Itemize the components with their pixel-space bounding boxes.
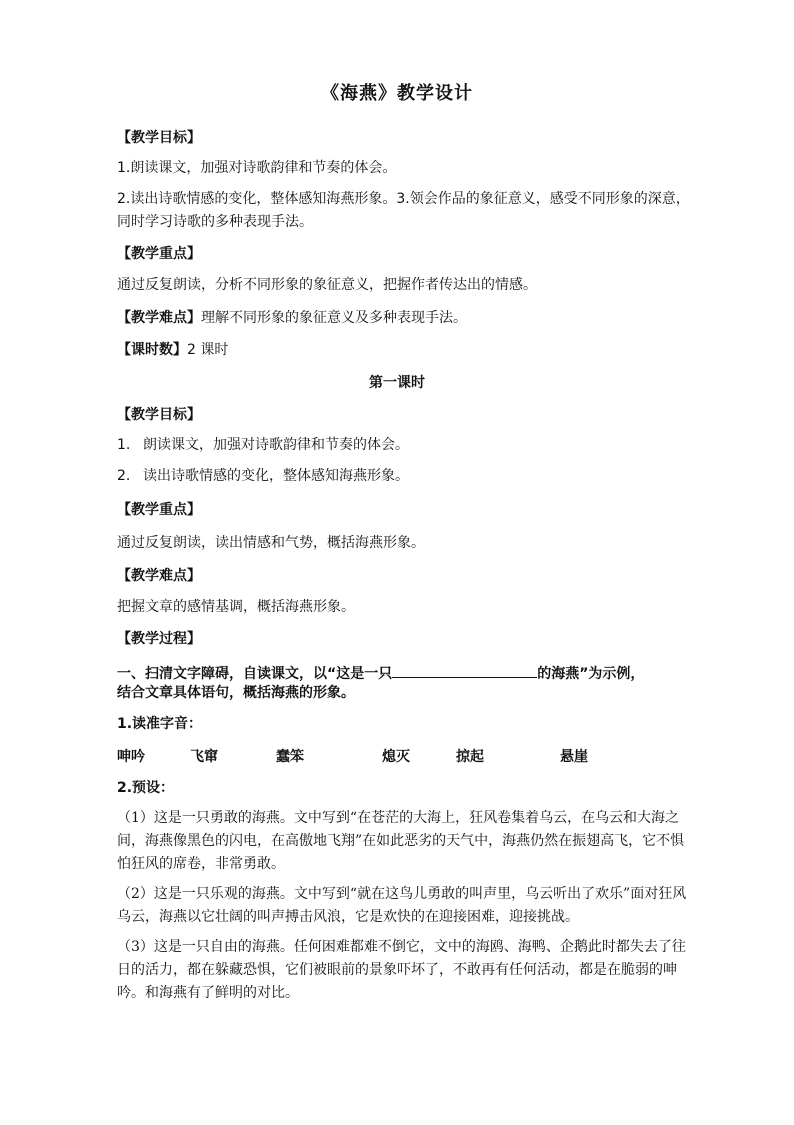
vocab-word: 呻吟 — [117, 749, 145, 765]
preset-paragraph-2: （2）这是一只乐观的海燕。文中写到“就在这鸟儿勇敢的叫声里，乌云听出了欢乐”面对狂风乌云，海燕以它壮阔的叫声搏击风浪，它是欢快的在迎接困难，迎接挑战。 — [117, 886, 687, 925]
vocab-word: 掠起 — [456, 749, 484, 765]
step-1-text-a: 一、扫清文字障碍，自读课文，以“这是一只 — [117, 666, 393, 682]
vocab-word: 熄灭 — [382, 749, 410, 765]
vocab-word: 悬崖 — [560, 749, 588, 765]
vocab-word: 蠢笨 — [276, 749, 304, 765]
goal-2-3-text: 2.读出诗歌情感的变化，整体感知海燕形象。3.领会作品的象征意义，感受不同形象的深意，同时学习诗歌的多种表现手法。 — [117, 191, 690, 230]
goal-number: 2. — [117, 468, 131, 484]
pronounce-heading: 1.读准字音： — [117, 716, 203, 732]
difficulty-text: 理解不同形象的象征意义及多种表现手法。 — [201, 310, 467, 326]
goal-number: 1. — [117, 437, 131, 453]
lesson-1-key-text: 通过反复朗读，读出情感和气势，概括海燕形象。 — [117, 535, 425, 551]
lesson-1-title: 第一课时 — [369, 375, 425, 391]
step-1-line-2: 结合文章具体语句，概括海燕的形象。 — [117, 685, 355, 701]
lesson-1-key-heading: 【教学重点】 — [117, 502, 201, 518]
document-title: 《海燕》教学设计 — [321, 83, 473, 104]
difficulty-heading: 【教学难点】 — [117, 310, 201, 326]
lesson-1-goal-1 — [117, 435, 694, 455]
fill-in-blank — [392, 661, 537, 678]
difficulty-line — [117, 308, 694, 328]
lesson-1-difficulty-text: 把握文章的感情基调，概括海燕形象。 — [117, 599, 355, 615]
lesson-1-difficulty-heading: 【教学难点】 — [117, 568, 201, 584]
goals-heading: 【教学目标】 — [117, 130, 201, 146]
goal-text: 朗读课文，加强对诗歌韵律和节奏的体会。 — [143, 437, 409, 453]
step-1-text-b: 的海燕”为示例， — [537, 666, 645, 682]
goal-text: 读出诗歌情感的变化，整体感知海燕形象。 — [143, 468, 409, 484]
preset-paragraph-1: （1）这是一只勇敢的海燕。文中写到“在苍茫的大海上，狂风卷集着乌云，在乌云和大海之间，海燕像黑色的闪电，在高傲地飞翔”在如此恶劣的天气中，海燕仍然在振翅高飞，它不惧怕狂风的席卷，非常勇敢。 — [117, 810, 685, 872]
process-heading: 【教学过程】 — [117, 631, 201, 647]
lesson-1-goals-heading: 【教学目标】 — [117, 407, 201, 423]
preset-heading: 2.预设： — [117, 780, 175, 796]
vocab-word: 飞窜 — [190, 749, 218, 765]
key-points-heading: 【教学重点】 — [117, 246, 201, 262]
lesson-1-goal-2 — [117, 466, 694, 486]
hours-heading: 【课时数】 — [117, 342, 187, 358]
key-points-text: 通过反复朗读，分析不同形象的象征意义，把握作者传达出的情感。 — [117, 277, 537, 293]
goal-1-text: 1.朗读课文，加强对诗歌韵律和节奏的体会。 — [117, 160, 397, 176]
hours-text: 2 课时 — [187, 342, 229, 358]
hours-line — [117, 340, 694, 360]
preset-paragraph-3: （3）这是一只自由的海燕。任何困难都难不倒它，文中的海鸥、海鸭、企鹅此时都失去了往日的活力，都在躲藏恐惧，它们被眼前的景象吓坏了，不敢再有任何活动，都是在脆弱的呻吟。和海燕有了鲜明的对比。 — [117, 939, 686, 1001]
step-1-line-1 — [117, 661, 694, 684]
